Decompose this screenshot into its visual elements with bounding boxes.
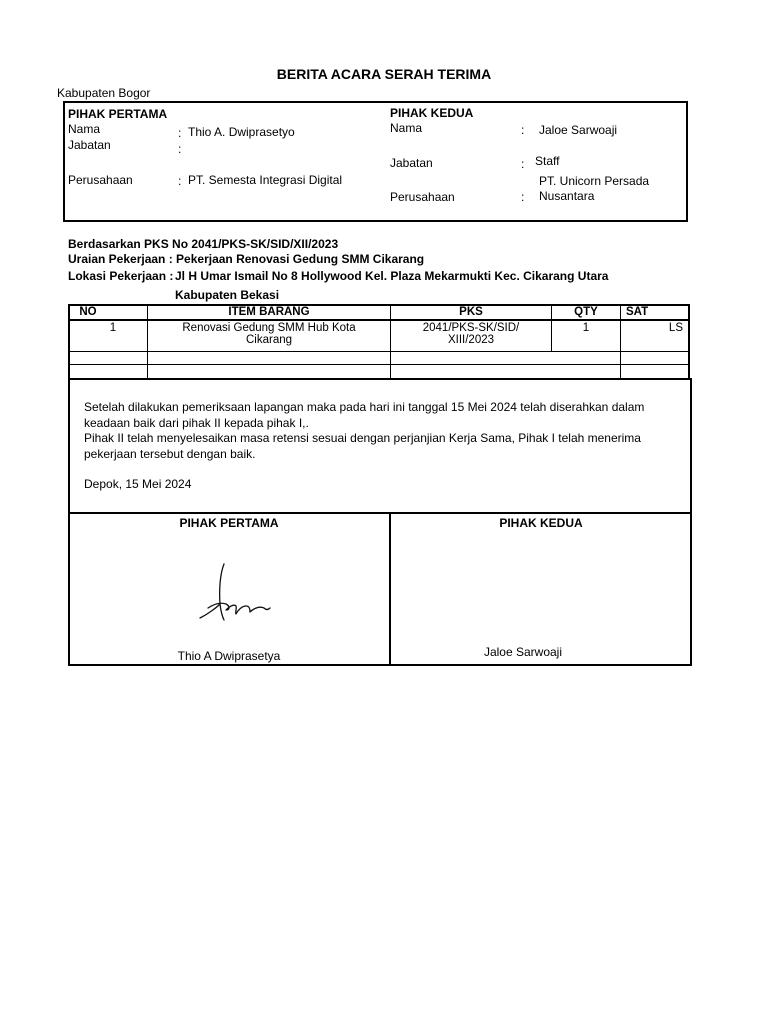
- signature-first-name: Thio A Dwiprasetya: [177, 649, 281, 663]
- second-party-position-colon: :: [521, 157, 525, 171]
- signature-second-heading: PIHAK KEDUA: [499, 516, 583, 530]
- first-party-heading: PIHAK PERTAMA: [68, 107, 168, 121]
- first-party-signature-image: [190, 560, 280, 626]
- second-party-heading: PIHAK KEDUA: [390, 106, 474, 120]
- row1-no: 1: [109, 322, 117, 334]
- header-pks: PKS: [459, 306, 483, 318]
- row1-pks-line1: 2041/PKS-SK/SID/: [422, 322, 520, 334]
- first-party-name-colon: :: [178, 126, 182, 140]
- work-location-line1: Jl H Umar Ismail No 8 Hollywood Kel. Plaza Mekarmukti Kec. Cikarang Utara: [175, 269, 609, 283]
- second-party-company-value-line1: PT. Unicorn Persada: [539, 174, 650, 188]
- first-party-position-colon: :: [178, 142, 182, 156]
- statement-line1: Setelah dilakukan pemeriksaan lapangan maka pada hari ini tanggal 15 Mei 2024 telah diserahkan dalam: [84, 400, 645, 414]
- row1-sat: LS: [668, 322, 683, 334]
- document-title: BERITA ACARA SERAH TERIMA: [276, 66, 492, 82]
- header-qty: QTY: [574, 306, 598, 318]
- header-sat: SAT: [626, 306, 649, 318]
- header-item: ITEM BARANG: [228, 306, 310, 318]
- first-party-name-value: Thio A. Dwiprasetyo: [188, 125, 295, 139]
- work-description: Uraian Pekerjaan : Pekerjaan Renovasi Gedung SMM Cikarang: [68, 252, 425, 266]
- statement-line4: pekerjaan tersebut dengan baik.: [84, 447, 256, 461]
- document-location: Kabupaten Bogor: [57, 86, 151, 100]
- statement-line2: keadaan baik dari pihak II kepada pihak I,.: [84, 416, 309, 430]
- header-no: NO: [79, 306, 97, 318]
- second-party-company-value-line2: Nusantara: [539, 189, 595, 203]
- second-party-company-colon: :: [521, 190, 525, 204]
- work-location-line2: Kabupaten Bekasi: [175, 288, 280, 302]
- second-party-name-label: Nama: [390, 121, 423, 135]
- place-date: Depok, 15 Mei 2024: [84, 477, 192, 491]
- second-party-name-colon: :: [521, 123, 525, 137]
- work-location-label: Lokasi Pekerjaan :: [68, 269, 174, 283]
- pks-reference: Berdasarkan PKS No 2041/PKS-SK/SID/XII/2023: [68, 237, 339, 251]
- first-party-name-label: Nama: [68, 122, 101, 136]
- second-party-company-label: Perusahaan: [390, 190, 455, 204]
- second-party-position-value: Staff: [535, 154, 560, 168]
- row1-qty: 1: [582, 322, 590, 334]
- row1-item-line1: Renovasi Gedung SMM Hub Kota: [182, 322, 356, 334]
- items-table: [68, 304, 690, 380]
- row1-item-line2: Cikarang: [245, 334, 293, 346]
- signature-first-heading: PIHAK PERTAMA: [179, 516, 279, 530]
- first-party-company-value: PT. Semesta Integrasi Digital: [188, 173, 343, 187]
- signature-box: [68, 512, 692, 666]
- signature-second-name: Jaloe Sarwoaji: [483, 645, 563, 659]
- first-party-position-label: Jabatan: [68, 138, 111, 152]
- row1-pks-line2: XIII/2023: [447, 334, 495, 346]
- second-party-position-label: Jabatan: [390, 156, 433, 170]
- statement-line3: Pihak II telah menyelesaikan masa retensi sesuai dengan perjanjian Kerja Sama, Pihak I telah menerima: [84, 431, 641, 445]
- second-party-name-value: Jaloe Sarwoaji: [539, 123, 618, 137]
- first-party-company-label: Perusahaan: [68, 173, 133, 187]
- first-party-company-colon: :: [178, 174, 182, 188]
